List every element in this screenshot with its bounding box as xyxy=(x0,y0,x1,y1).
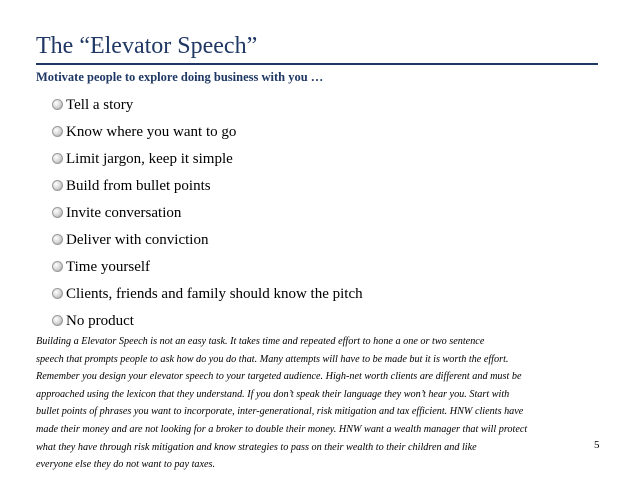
bullet-text: Deliver with conviction xyxy=(66,231,209,248)
bullet-item xyxy=(52,199,363,226)
bullet-text: No product xyxy=(66,312,134,329)
bullet-item xyxy=(52,307,363,334)
bullet-item xyxy=(52,91,363,118)
bullet-text: Build from bullet points xyxy=(66,177,211,194)
bullet-item xyxy=(52,226,363,253)
bullet-text: Clients, friends and family should know the pitch xyxy=(66,285,363,302)
notes-line: made their money and are not looking for a broker to double their money. HNW want a wealth manager that will protect xyxy=(36,423,528,435)
notes-line: what they have through risk mitigation and know strategies to pass on their wealth to their children and like xyxy=(36,441,477,453)
bullet-item xyxy=(52,280,363,307)
bullet-icon xyxy=(52,153,63,164)
notes-line: bullet points of phrases you want to incorporate, inter-generational, risk mitigation and tax efficient. HNW clients have xyxy=(36,406,524,418)
notes-line: Building a Elevator Speech is not an easy task. It takes time and repeated effort to hone a one or two sentence xyxy=(36,336,485,347)
page-number: 5 xyxy=(594,439,600,451)
bullet-text: Invite conversation xyxy=(66,204,182,221)
notes-line: Remember you design your elevator speech to your targeted audience. High-net worth clients are different and must be xyxy=(36,371,522,383)
bullet-icon xyxy=(52,288,63,299)
notes-line: everyone else they do not want to pay taxes. xyxy=(36,459,216,471)
bullet-item xyxy=(52,145,363,172)
speaker-notes xyxy=(36,333,596,474)
bullet-item xyxy=(52,118,363,145)
bullet-icon xyxy=(52,126,63,137)
notes-line: approached using the lexicon that they understand. If you don’t speak their language they won’t hear you. Start with xyxy=(36,388,510,400)
bullet-icon xyxy=(52,207,63,218)
bullet-icon xyxy=(52,180,63,191)
bullet-icon xyxy=(52,234,63,245)
slide-subtitle: Motivate people to explore doing business with you … xyxy=(36,70,324,84)
bullet-icon xyxy=(52,315,63,326)
bullet-text: Time yourself xyxy=(66,258,151,275)
notes-line: speech that prompts people to ask how do you do that. Many attempts will have to be made but it is worth the effort. xyxy=(36,353,509,365)
bullet-item xyxy=(52,253,363,280)
bullet-text: Limit jargon, keep it simple xyxy=(66,150,233,167)
title-divider xyxy=(36,63,598,65)
bullet-item xyxy=(52,172,363,199)
slide-title: The “Elevator Speech” xyxy=(36,33,258,59)
bullet-icon xyxy=(52,261,63,272)
bullet-list xyxy=(52,91,363,334)
bullet-text: Tell a story xyxy=(66,96,134,113)
bullet-icon xyxy=(52,99,63,110)
bullet-text: Know where you want to go xyxy=(66,123,237,140)
